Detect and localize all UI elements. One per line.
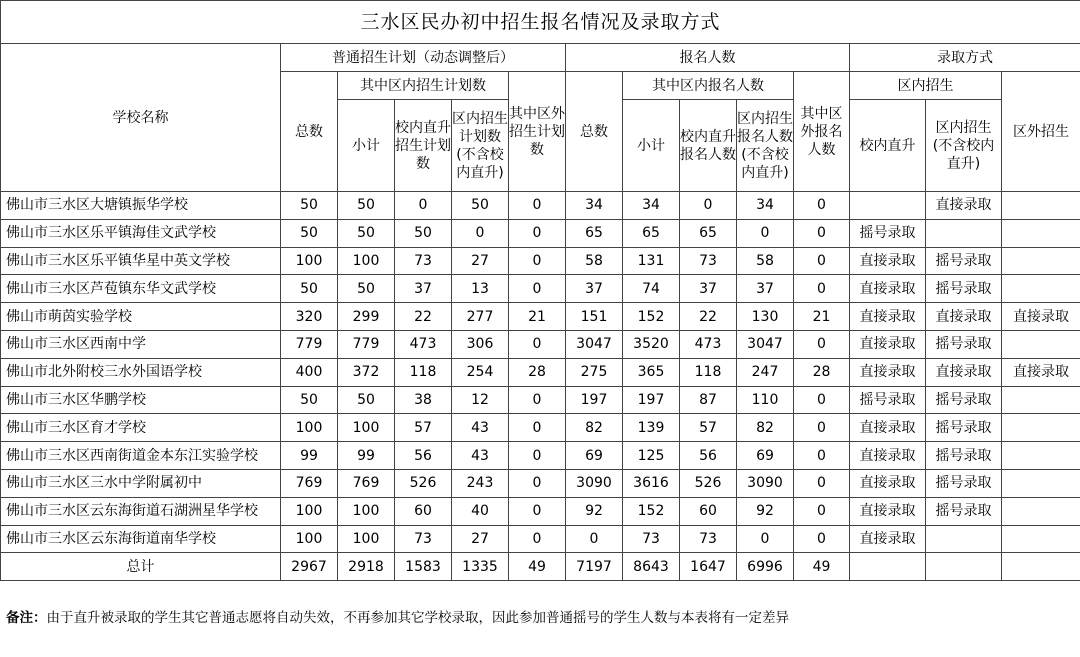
method-promote-cell: 直接录取 <box>850 330 926 358</box>
plan-outside-cell: 0 <box>509 386 566 414</box>
plan-outside-cell: 0 <box>509 219 566 247</box>
apply-outside-cell: 0 <box>794 469 850 497</box>
apply-outside-cell: 28 <box>794 358 850 386</box>
apply-subtotal-cell: 65 <box>623 219 680 247</box>
plan-district-cell: 254 <box>452 358 509 386</box>
plan-outside-cell: 0 <box>509 525 566 553</box>
apply-outside-cell: 0 <box>794 414 850 442</box>
header-apply-subtotal: 小计 <box>623 100 680 192</box>
total-plan-district-cell: 1335 <box>452 553 509 581</box>
method-promote-cell: 直接录取 <box>850 358 926 386</box>
plan-district-cell: 27 <box>452 525 509 553</box>
plan-district-cell: 40 <box>452 497 509 525</box>
method-district-cell: 摇号录取 <box>926 386 1002 414</box>
plan-district-cell: 27 <box>452 247 509 275</box>
apply-subtotal-cell: 3520 <box>623 330 680 358</box>
apply-total-cell: 82 <box>566 414 623 442</box>
table-row <box>1 358 1080 386</box>
total-apply-district-cell: 6996 <box>737 553 794 581</box>
method-outside-cell <box>1002 442 1080 470</box>
method-promote-cell: 直接录取 <box>850 525 926 553</box>
method-outside-cell: 直接录取 <box>1002 303 1080 331</box>
apply-total-cell: 58 <box>566 247 623 275</box>
apply-district-cell: 69 <box>737 442 794 470</box>
method-district-cell: 摇号录取 <box>926 497 1002 525</box>
plan-promote-cell: 73 <box>395 525 452 553</box>
school-name-cell: 佛山市三水区乐平镇华星中英文学校 <box>1 247 281 275</box>
apply-outside-cell: 0 <box>794 275 850 303</box>
apply-subtotal-cell: 125 <box>623 442 680 470</box>
method-district-cell <box>926 219 1002 247</box>
method-outside-cell <box>1002 497 1080 525</box>
apply-subtotal-cell: 152 <box>623 303 680 331</box>
plan-district-cell: 0 <box>452 219 509 247</box>
header-plan-promote: 校内直升招生计划数 <box>395 100 452 192</box>
plan-total-cell: 50 <box>281 219 338 247</box>
plan-promote-cell: 526 <box>395 469 452 497</box>
method-promote-cell <box>850 192 926 220</box>
table-row <box>1 525 1080 553</box>
plan-subtotal-cell: 100 <box>338 497 395 525</box>
apply-outside-cell: 0 <box>794 247 850 275</box>
method-promote-cell: 直接录取 <box>850 442 926 470</box>
method-outside-cell <box>1002 330 1080 358</box>
apply-total-cell: 69 <box>566 442 623 470</box>
method-district-cell: 摇号录取 <box>926 330 1002 358</box>
plan-outside-cell: 0 <box>509 469 566 497</box>
apply-promote-cell: 73 <box>680 525 737 553</box>
total-method-promote-cell <box>850 553 926 581</box>
table-title: 三水区民办初中招生报名情况及录取方式 <box>1 1 1080 44</box>
method-outside-cell <box>1002 469 1080 497</box>
plan-subtotal-cell: 50 <box>338 192 395 220</box>
apply-subtotal-cell: 34 <box>623 192 680 220</box>
header-school-name: 学校名称 <box>1 44 281 192</box>
plan-outside-cell: 0 <box>509 330 566 358</box>
apply-subtotal-cell: 365 <box>623 358 680 386</box>
apply-district-cell: 92 <box>737 497 794 525</box>
footnote <box>6 606 789 626</box>
plan-promote-cell: 0 <box>395 192 452 220</box>
header-plan-district-group: 其中区内招生计划数 <box>338 72 509 100</box>
header-plan-group: 普通招生计划（动态调整后） <box>281 44 566 72</box>
plan-total-cell: 769 <box>281 469 338 497</box>
plan-subtotal-cell: 769 <box>338 469 395 497</box>
method-outside-cell <box>1002 192 1080 220</box>
apply-subtotal-cell: 3616 <box>623 469 680 497</box>
plan-district-cell: 43 <box>452 414 509 442</box>
school-name-cell: 佛山市三水区三水中学附属初中 <box>1 469 281 497</box>
plan-subtotal-cell: 50 <box>338 386 395 414</box>
apply-total-cell: 34 <box>566 192 623 220</box>
header-method-district: 区内招生(不含校内直升) <box>926 100 1002 192</box>
table-row <box>1 192 1080 220</box>
plan-total-cell: 50 <box>281 275 338 303</box>
header-method-promote: 校内直升 <box>850 100 926 192</box>
plan-subtotal-cell: 372 <box>338 358 395 386</box>
plan-total-cell: 400 <box>281 358 338 386</box>
total-apply-total-cell: 7197 <box>566 553 623 581</box>
apply-district-cell: 37 <box>737 275 794 303</box>
method-district-cell: 直接录取 <box>926 358 1002 386</box>
apply-total-cell: 3090 <box>566 469 623 497</box>
plan-outside-cell: 0 <box>509 414 566 442</box>
plan-subtotal-cell: 100 <box>338 247 395 275</box>
method-promote-cell: 直接录取 <box>850 497 926 525</box>
plan-total-cell: 779 <box>281 330 338 358</box>
total-apply-promote-cell: 1647 <box>680 553 737 581</box>
plan-total-cell: 320 <box>281 303 338 331</box>
apply-district-cell: 247 <box>737 358 794 386</box>
plan-promote-cell: 118 <box>395 358 452 386</box>
plan-subtotal-cell: 100 <box>338 414 395 442</box>
method-district-cell: 摇号录取 <box>926 442 1002 470</box>
plan-promote-cell: 50 <box>395 219 452 247</box>
total-plan-outside-cell: 49 <box>509 553 566 581</box>
plan-outside-cell: 28 <box>509 358 566 386</box>
plan-district-cell: 50 <box>452 192 509 220</box>
plan-subtotal-cell: 779 <box>338 330 395 358</box>
apply-total-cell: 65 <box>566 219 623 247</box>
total-plan-subtotal-cell: 2918 <box>338 553 395 581</box>
table-row <box>1 303 1080 331</box>
plan-promote-cell: 60 <box>395 497 452 525</box>
plan-total-cell: 50 <box>281 192 338 220</box>
method-promote-cell: 直接录取 <box>850 303 926 331</box>
plan-total-cell: 100 <box>281 247 338 275</box>
apply-promote-cell: 56 <box>680 442 737 470</box>
method-outside-cell <box>1002 414 1080 442</box>
apply-promote-cell: 57 <box>680 414 737 442</box>
method-district-cell: 直接录取 <box>926 303 1002 331</box>
apply-district-cell: 0 <box>737 219 794 247</box>
method-district-cell: 摇号录取 <box>926 469 1002 497</box>
header-apply-group: 报名人数 <box>566 44 850 72</box>
apply-district-cell: 82 <box>737 414 794 442</box>
total-plan-total-cell: 2967 <box>281 553 338 581</box>
apply-promote-cell: 22 <box>680 303 737 331</box>
total-apply-subtotal-cell: 8643 <box>623 553 680 581</box>
apply-district-cell: 58 <box>737 247 794 275</box>
apply-total-cell: 275 <box>566 358 623 386</box>
plan-outside-cell: 0 <box>509 442 566 470</box>
apply-total-cell: 37 <box>566 275 623 303</box>
apply-promote-cell: 473 <box>680 330 737 358</box>
apply-district-cell: 3047 <box>737 330 794 358</box>
apply-subtotal-cell: 74 <box>623 275 680 303</box>
apply-subtotal-cell: 152 <box>623 497 680 525</box>
apply-subtotal-cell: 73 <box>623 525 680 553</box>
method-promote-cell: 摇号录取 <box>850 219 926 247</box>
school-name-cell: 佛山市三水区芦苞镇东华文武学校 <box>1 275 281 303</box>
header-plan-total: 总数 <box>281 72 338 192</box>
method-promote-cell: 摇号录取 <box>850 386 926 414</box>
school-name-cell: 佛山市三水区西南街道金本东江实验学校 <box>1 442 281 470</box>
plan-district-cell: 43 <box>452 442 509 470</box>
method-outside-cell <box>1002 247 1080 275</box>
apply-total-cell: 92 <box>566 497 623 525</box>
school-name-cell: 佛山市三水区西南中学 <box>1 330 281 358</box>
apply-promote-cell: 73 <box>680 247 737 275</box>
plan-subtotal-cell: 99 <box>338 442 395 470</box>
apply-total-cell: 0 <box>566 525 623 553</box>
plan-subtotal-cell: 50 <box>338 219 395 247</box>
table-row <box>1 497 1080 525</box>
method-district-cell <box>926 525 1002 553</box>
apply-outside-cell: 0 <box>794 497 850 525</box>
apply-district-cell: 0 <box>737 525 794 553</box>
header-apply-promote: 校内直升报名人数 <box>680 100 737 192</box>
apply-promote-cell: 65 <box>680 219 737 247</box>
footnote-label: 备注： <box>6 610 47 626</box>
apply-district-cell: 3090 <box>737 469 794 497</box>
apply-outside-cell: 0 <box>794 219 850 247</box>
plan-total-cell: 100 <box>281 497 338 525</box>
plan-total-cell: 100 <box>281 525 338 553</box>
header-apply-district-group: 其中区内报名人数 <box>623 72 794 100</box>
total-method-district-cell <box>926 553 1002 581</box>
plan-total-cell: 100 <box>281 414 338 442</box>
apply-subtotal-cell: 139 <box>623 414 680 442</box>
method-promote-cell: 直接录取 <box>850 247 926 275</box>
plan-district-cell: 277 <box>452 303 509 331</box>
apply-outside-cell: 21 <box>794 303 850 331</box>
method-promote-cell: 直接录取 <box>850 275 926 303</box>
header-plan-subtotal: 小计 <box>338 100 395 192</box>
plan-promote-cell: 22 <box>395 303 452 331</box>
method-outside-cell <box>1002 275 1080 303</box>
table-row <box>1 330 1080 358</box>
apply-outside-cell: 0 <box>794 442 850 470</box>
method-district-cell: 直接录取 <box>926 192 1002 220</box>
header-method-district-group: 区内招生 <box>850 72 1002 100</box>
method-outside-cell <box>1002 386 1080 414</box>
apply-outside-cell: 0 <box>794 525 850 553</box>
header-plan-outside: 其中区外招生计划数 <box>509 72 566 192</box>
apply-district-cell: 110 <box>737 386 794 414</box>
method-outside-cell <box>1002 525 1080 553</box>
apply-subtotal-cell: 197 <box>623 386 680 414</box>
school-name-cell: 佛山市萌茵实验学校 <box>1 303 281 331</box>
plan-district-cell: 243 <box>452 469 509 497</box>
school-name-cell: 佛山市三水区华鹏学校 <box>1 386 281 414</box>
plan-subtotal-cell: 50 <box>338 275 395 303</box>
header-plan-district: 区内招生计划数(不含校内直升) <box>452 100 509 192</box>
apply-total-cell: 197 <box>566 386 623 414</box>
plan-outside-cell: 0 <box>509 275 566 303</box>
table-row <box>1 414 1080 442</box>
table-row <box>1 386 1080 414</box>
plan-district-cell: 12 <box>452 386 509 414</box>
plan-outside-cell: 21 <box>509 303 566 331</box>
method-outside-cell <box>1002 219 1080 247</box>
plan-outside-cell: 0 <box>509 192 566 220</box>
method-district-cell: 摇号录取 <box>926 275 1002 303</box>
plan-promote-cell: 38 <box>395 386 452 414</box>
total-method-outside-cell <box>1002 553 1080 581</box>
header-apply-district: 区内招生报名人数(不含校内直升) <box>737 100 794 192</box>
method-promote-cell: 直接录取 <box>850 469 926 497</box>
header-apply-outside: 其中区外报名人数 <box>794 72 850 192</box>
apply-district-cell: 34 <box>737 192 794 220</box>
apply-promote-cell: 526 <box>680 469 737 497</box>
school-name-cell: 佛山市三水区云东海街道石湖洲星华学校 <box>1 497 281 525</box>
plan-district-cell: 306 <box>452 330 509 358</box>
plan-outside-cell: 0 <box>509 497 566 525</box>
apply-promote-cell: 0 <box>680 192 737 220</box>
table-row <box>1 247 1080 275</box>
plan-promote-cell: 57 <box>395 414 452 442</box>
method-promote-cell: 直接录取 <box>850 414 926 442</box>
apply-promote-cell: 37 <box>680 275 737 303</box>
apply-district-cell: 130 <box>737 303 794 331</box>
method-district-cell: 摇号录取 <box>926 247 1002 275</box>
plan-promote-cell: 56 <box>395 442 452 470</box>
footnote-text: 由于直升被录取的学生其它普通志愿将自动失效，不再参加其它学校录取，因此参加普通摇号的学生人数与本表将有一定差异 <box>46 610 789 626</box>
plan-outside-cell: 0 <box>509 247 566 275</box>
apply-subtotal-cell: 131 <box>623 247 680 275</box>
total-apply-outside-cell: 49 <box>794 553 850 581</box>
table-row <box>1 442 1080 470</box>
school-name-cell: 佛山市三水区云东海街道南华学校 <box>1 525 281 553</box>
method-outside-cell: 直接录取 <box>1002 358 1080 386</box>
apply-promote-cell: 60 <box>680 497 737 525</box>
plan-promote-cell: 37 <box>395 275 452 303</box>
total-plan-promote-cell: 1583 <box>395 553 452 581</box>
table-row <box>1 469 1080 497</box>
plan-total-cell: 50 <box>281 386 338 414</box>
school-name-cell: 佛山市三水区大塘镇振华学校 <box>1 192 281 220</box>
header-apply-total: 总数 <box>566 72 623 192</box>
apply-outside-cell: 0 <box>794 192 850 220</box>
apply-total-cell: 3047 <box>566 330 623 358</box>
apply-total-cell: 151 <box>566 303 623 331</box>
apply-outside-cell: 0 <box>794 386 850 414</box>
header-method-outside: 区外招生 <box>1002 72 1080 192</box>
total-row <box>1 553 1080 581</box>
apply-promote-cell: 87 <box>680 386 737 414</box>
plan-promote-cell: 473 <box>395 330 452 358</box>
plan-subtotal-cell: 299 <box>338 303 395 331</box>
total-label-cell: 总计 <box>1 553 281 581</box>
apply-promote-cell: 118 <box>680 358 737 386</box>
table-row <box>1 275 1080 303</box>
plan-total-cell: 99 <box>281 442 338 470</box>
school-name-cell: 佛山市三水区育才学校 <box>1 414 281 442</box>
plan-district-cell: 13 <box>452 275 509 303</box>
school-name-cell: 佛山市三水区乐平镇海佳文武学校 <box>1 219 281 247</box>
plan-subtotal-cell: 100 <box>338 525 395 553</box>
header-method-group: 录取方式 <box>850 44 1080 72</box>
plan-promote-cell: 73 <box>395 247 452 275</box>
table-row <box>1 219 1080 247</box>
school-name-cell: 佛山市北外附校三水外国语学校 <box>1 358 281 386</box>
apply-outside-cell: 0 <box>794 330 850 358</box>
method-district-cell: 摇号录取 <box>926 414 1002 442</box>
